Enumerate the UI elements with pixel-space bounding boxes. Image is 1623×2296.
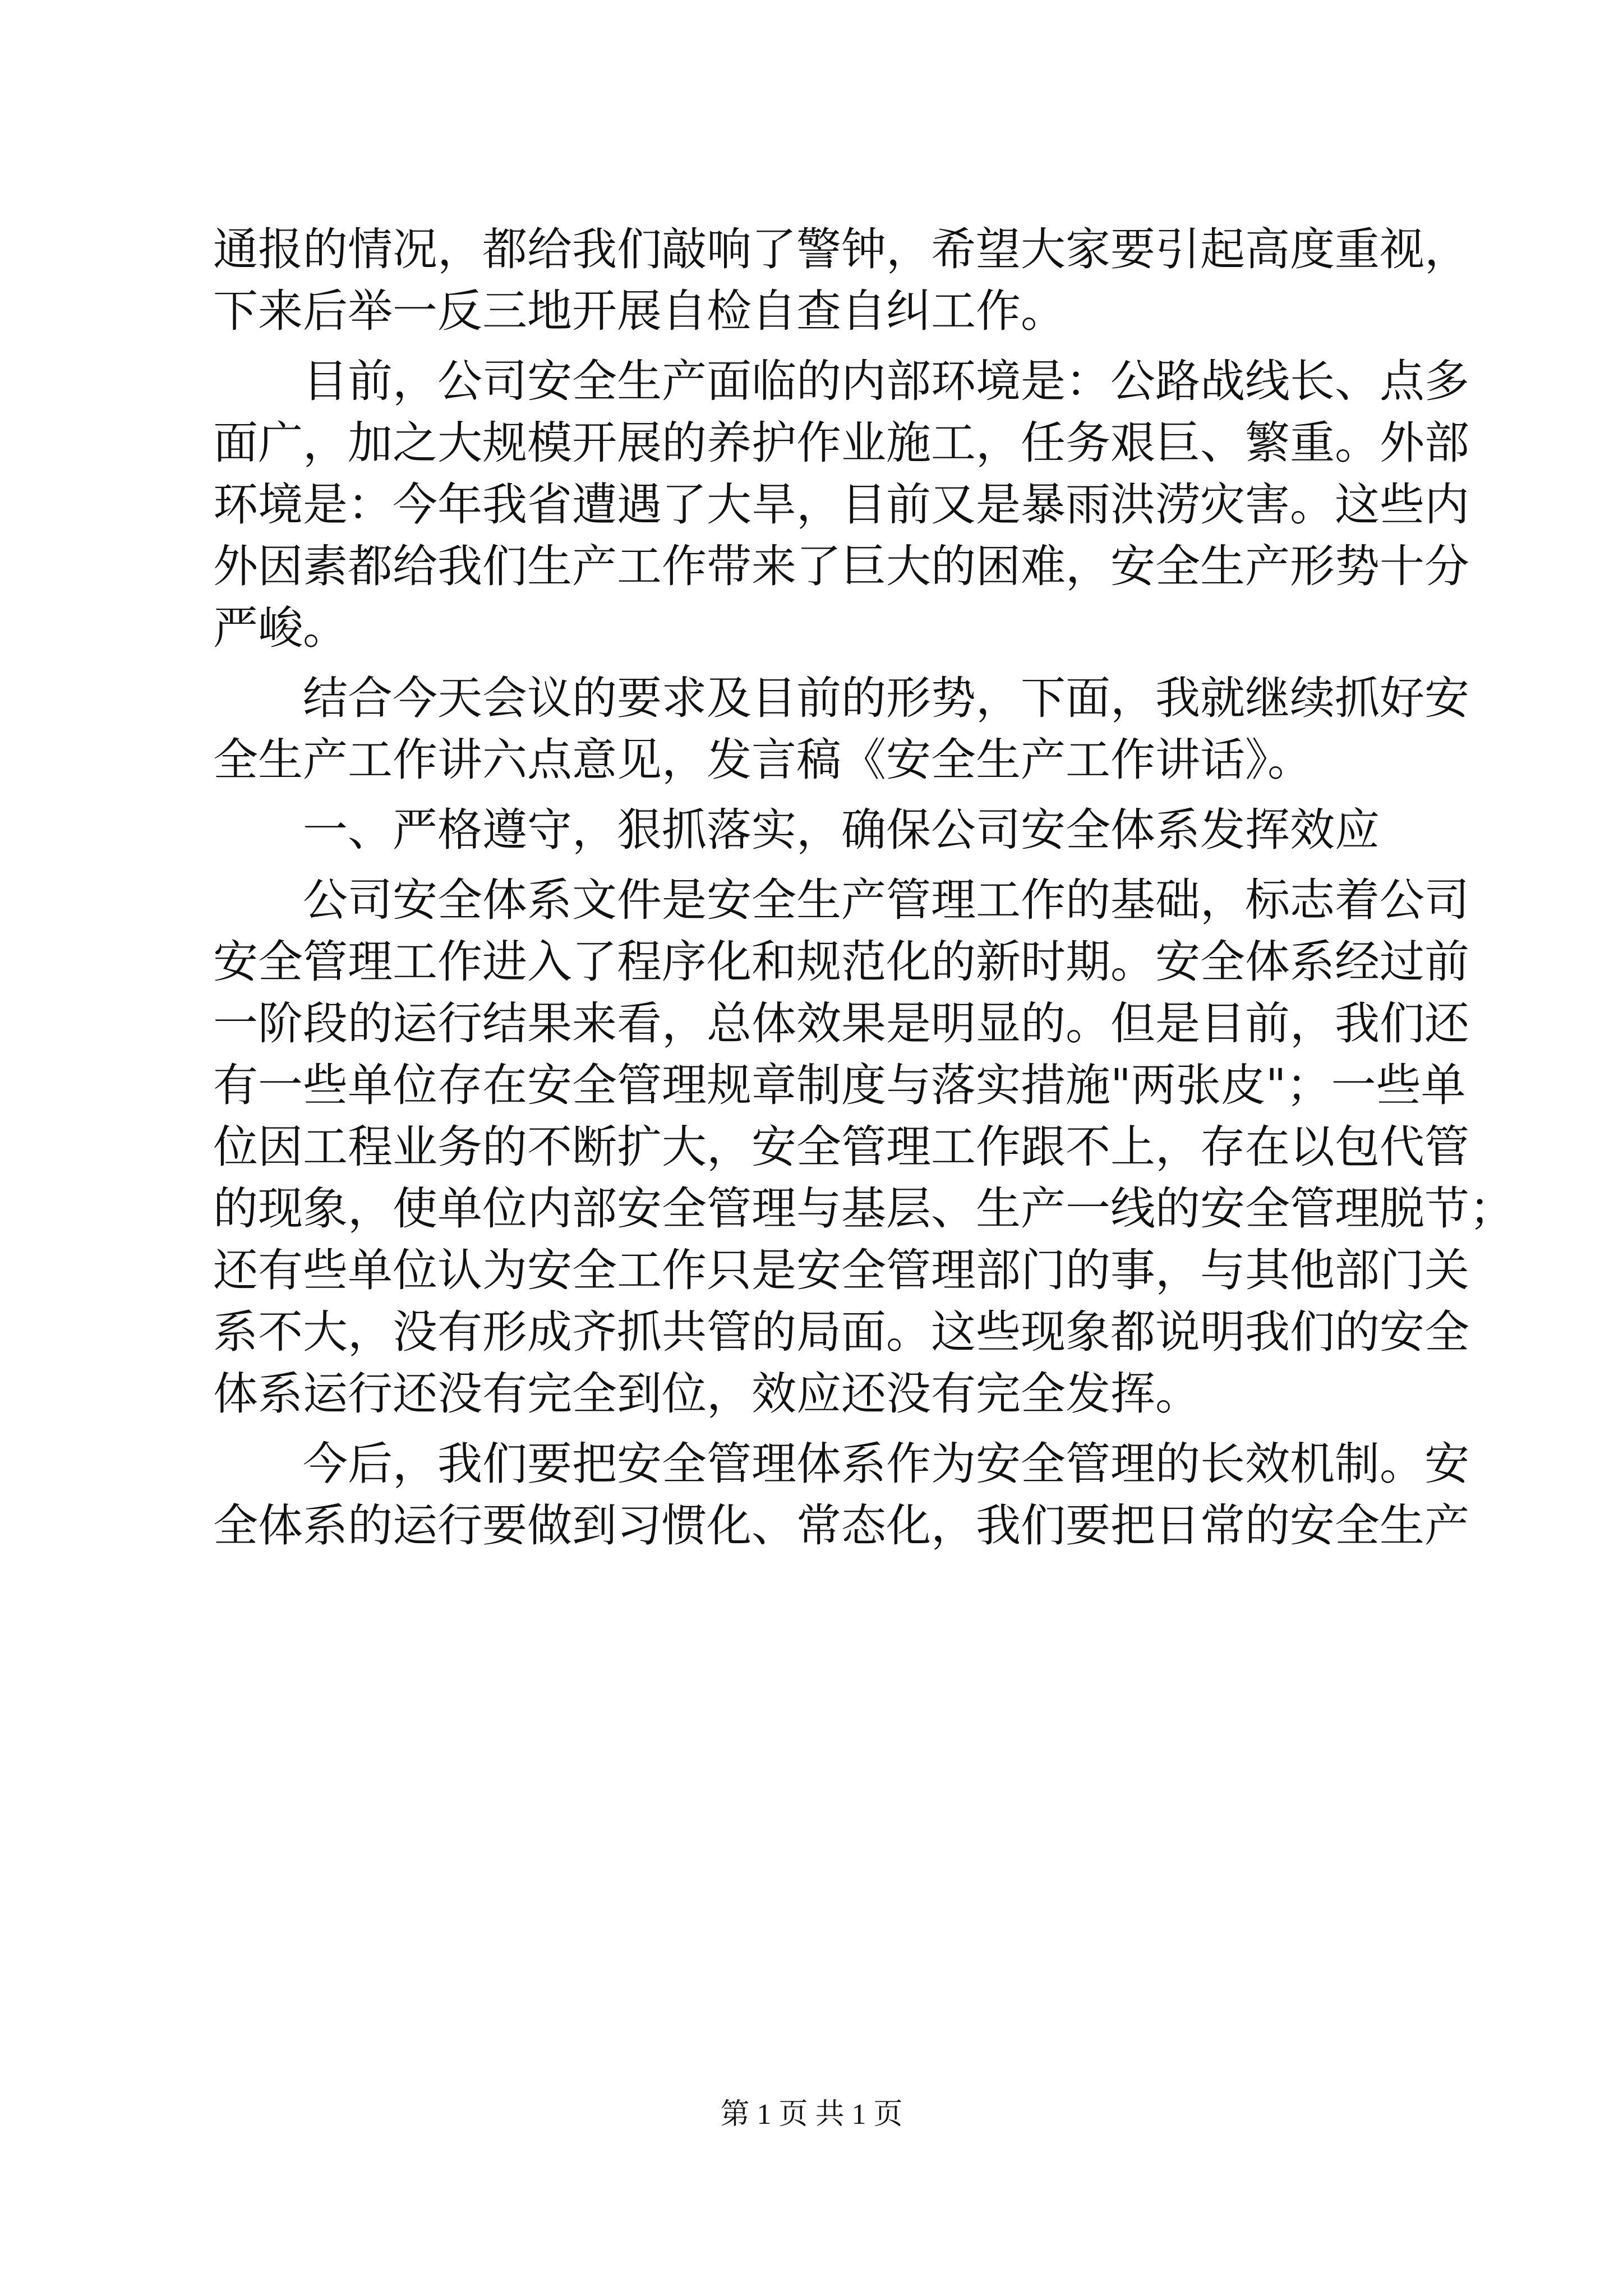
text-line: 下来后举一反三地开展自检自查自纠工作。 <box>213 285 1066 337</box>
page-number-footer: 第 1 页 共 1 页 <box>720 2099 903 2131</box>
text-line: 环境是：今年我省遭遇了大旱，目前又是暴雨洪涝灾害。这些内 <box>213 478 1469 531</box>
text-line: 体系运行还没有完全到位，效应还没有完全发挥。 <box>213 1368 1200 1420</box>
text-line: 还有些单位认为安全工作只是安全管理部门的事，与其他部门关 <box>213 1244 1469 1296</box>
text-line: 一阶段的运行结果来看，总体效果是明显的。但是目前，我们还 <box>213 997 1469 1050</box>
text-line: 通报的情况，都给我们敲响了警钟，希望大家要引起高度重视， <box>213 223 1469 275</box>
text-line: 全生产工作讲六点意见，发言稿《安全生产工作讲话》。 <box>213 734 1312 786</box>
text-line: 安全管理工作进入了程序化和规范化的新时期。安全体系经过前 <box>213 936 1469 988</box>
text-line: 公司安全体系文件是安全生产管理工作的基础，标志着公司 <box>303 874 1469 926</box>
text-line: 结合今天会议的要求及目前的形势，下面，我就继续抓好安 <box>303 672 1469 724</box>
text-line: 的现象，使单位内部安全管理与基层、生产一线的安全管理脱节； <box>213 1182 1514 1235</box>
text-line: 外因素都给我们生产工作带来了巨大的困难，安全生产形势十分 <box>213 540 1469 592</box>
text-line: 严峻。 <box>213 602 348 654</box>
text-line: 面广，加之大规模开展的养护作业施工，任务艰巨、繁重。外部 <box>213 417 1469 469</box>
text-line: 位因工程业务的不断扩大，安全管理工作跟不上，存在以包代管 <box>213 1121 1469 1173</box>
text-line: 系不大，没有形成齐抓共管的局面。这些现象都说明我们的安全 <box>213 1306 1469 1358</box>
text-line: 有一些单位存在安全管理规章制度与落实措施"两张皮"；一些单 <box>213 1059 1466 1111</box>
section-heading: 一、严格遵守，狠抓落实，确保公司安全体系发挥效应 <box>303 804 1380 856</box>
text-line: 今后，我们要把安全管理体系作为安全管理的长效机制。安 <box>303 1438 1469 1490</box>
text-line: 目前，公司安全生产面临的内部环境是：公路战线长、点多 <box>303 355 1469 407</box>
text-line: 全体系的运行要做到习惯化、常态化，我们要把日常的安全生产 <box>213 1499 1469 1552</box>
